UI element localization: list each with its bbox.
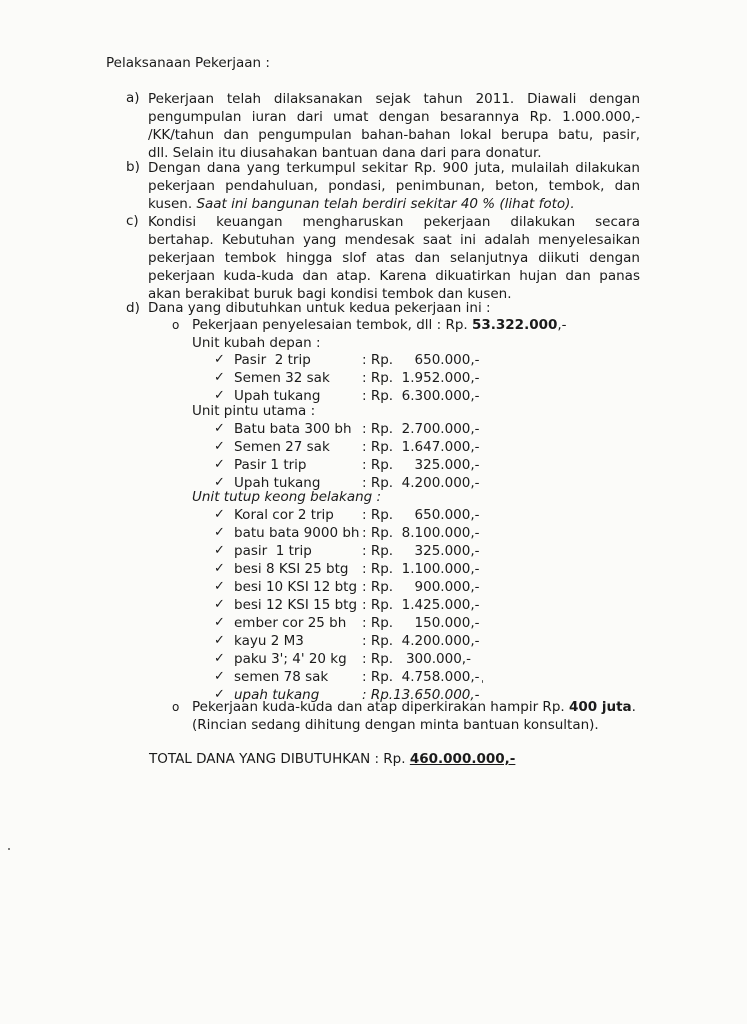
check-icon: ✓ [214, 525, 225, 540]
cost-item-price: : Rp. 6.300.000,- [362, 388, 480, 404]
sub1-suffix: ,- [557, 317, 567, 333]
total-label: TOTAL DANA YANG DIBUTUHKAN : Rp. [149, 751, 410, 767]
item-d-text: Dana yang dibutuhkan untuk kedua pekerjaan ini : [148, 300, 491, 316]
group-title-keong: Unit tutup keong belakang : [192, 489, 382, 505]
check-icon: ✓ [214, 475, 225, 490]
item-c-line-3: pekerjaan tembok hingga slof atas dan selanjutnya diikuti dengan [148, 250, 640, 266]
total-amount: 460.000.000,- [409, 751, 516, 767]
check-icon: ✓ [214, 388, 225, 403]
check-icon: ✓ [214, 507, 225, 522]
sub1-label: Pekerjaan penyelesaian tembok, dll : Rp. [192, 317, 472, 333]
cost-item-name: besi 8 KSI 25 btg [234, 561, 349, 577]
cost-item-name: Upah tukang [234, 475, 321, 491]
item-a-line-2: pengumpulan iuran dari umat dengan besarannya Rp. 1.000.000,- [148, 109, 640, 125]
sub2-amount: 400 juta [568, 699, 632, 715]
item-b-label: b) [126, 159, 140, 175]
item-a-line-4: dll. Selain itu diusahakan bantuan dana dari para donatur. [148, 145, 542, 161]
cost-item-price: : Rp. 1.425.000,- [362, 597, 480, 613]
cost-item-name: Upah tukang [234, 388, 321, 404]
cost-item-price: : Rp. 4.758.000,- [362, 669, 480, 685]
item-c-line-4: pekerjaan kuda-kuda dan atap. Karena dikuatirkan hujan dan panas [148, 268, 640, 284]
check-icon: ✓ [214, 597, 225, 612]
check-icon: ✓ [214, 543, 225, 558]
cost-item-price: : Rp. 1.952.000,- [362, 370, 480, 386]
cost-item-price: : Rp. 650.000,- [362, 507, 480, 523]
item-a-line-1: Pekerjaan telah dilaksanakan sejak tahun 2011. Diawali dengan [148, 91, 640, 107]
sub2-suffix: . [631, 699, 636, 715]
cost-item-price: : Rp.13.650.000,- [362, 687, 480, 703]
sub2-bullet: o [172, 700, 180, 714]
item-b-line-3-normal: kusen. [148, 196, 193, 212]
cost-item-price: : Rp. 300.000,- [362, 651, 471, 667]
check-icon: ✓ [214, 687, 225, 702]
cost-item-price: : Rp. 150.000,- [362, 615, 480, 631]
check-icon: ✓ [214, 421, 225, 436]
sub2-label: Pekerjaan kuda-kuda dan atap diperkirakan hampir Rp. [192, 699, 569, 715]
check-icon: ✓ [214, 669, 225, 684]
cost-item-name: semen 78 sak [234, 669, 329, 685]
cost-item-name: besi 10 KSI 12 btg [234, 579, 358, 595]
check-icon: ✓ [214, 352, 225, 367]
group-title-pintu: Unit pintu utama : [192, 403, 316, 419]
item-b-line-3-italic: Saat ini bangunan telah berdiri sekitar 40 % (lihat foto). [192, 196, 575, 212]
item-b-text [148, 159, 640, 213]
cost-item-price: : Rp. 1.647.000,- [362, 439, 480, 455]
check-icon: ✓ [214, 439, 225, 454]
item-b-line-1: Dengan dana yang terkumpul sekitar Rp. 900 juta, mulailah dilakukan [148, 160, 640, 176]
cost-item-price: : Rp. 325.000,- [362, 457, 480, 473]
item-d-label: d) [126, 300, 140, 316]
cost-item-price: : Rp. 4.200.000,- [362, 475, 480, 491]
cost-item-price: : Rp. 1.100.000,- [362, 561, 480, 577]
cost-item-name: Pasir 2 trip [234, 352, 311, 368]
scan-speck [8, 848, 10, 850]
item-c-line-1: Kondisi keuangan mengharuskan pekerjaan dilakukan secara [148, 214, 640, 230]
item-b-line-3 [148, 195, 640, 213]
sub1-text [192, 317, 567, 333]
item-c-line-2: bertahap. Kebutuhan yang mendesak saat ini adalah menyelesaikan [148, 232, 640, 248]
cost-item-price: : Rp. 2.700.000,- [362, 421, 480, 437]
group-title-kubah: Unit kubah depan : [192, 335, 321, 351]
check-icon: ✓ [214, 457, 225, 472]
cost-item-price: : Rp. 8.100.000,- [362, 525, 480, 541]
check-icon: ✓ [214, 579, 225, 594]
check-icon: ✓ [214, 370, 225, 385]
cost-item-name: batu bata 9000 bh [234, 525, 360, 541]
item-a-line-3: /KK/tahun dan pengumpulan bahan-bahan lokal berupa batu, pasir, [148, 127, 640, 143]
cost-item-name: Batu bata 300 bh [234, 421, 352, 437]
check-icon: ✓ [214, 651, 225, 666]
check-icon: ✓ [214, 561, 225, 576]
item-a-label: a) [126, 90, 140, 106]
cost-item-price: : Rp. 4.200.000,- [362, 633, 480, 649]
check-icon: ✓ [214, 633, 225, 648]
cost-item-name: ember cor 25 bh [234, 615, 347, 631]
cost-item-price: : Rp. 325.000,- [362, 543, 480, 559]
cost-item-name: besi 12 KSI 15 btg [234, 597, 358, 613]
cost-item-name: upah tukang [234, 687, 320, 703]
cost-item-name: paku 3'; 4' 20 kg [234, 651, 347, 667]
sub1-bullet: o [172, 318, 180, 332]
check-icon: ✓ [214, 615, 225, 630]
scan-speck [482, 680, 483, 683]
cost-item-name: Pasir 1 trip [234, 457, 307, 473]
cost-item-name: Semen 32 sak [234, 370, 330, 386]
cost-item-name: Semen 27 sak [234, 439, 330, 455]
sub2-text [192, 699, 636, 715]
item-c-text [148, 213, 640, 303]
item-c-line-5: akan berakibat buruk bagi kondisi tembok dan kusen. [148, 286, 512, 302]
sub2-note: (Rincian sedang dihitung dengan minta bantuan konsultan). [192, 717, 599, 733]
cost-item-name: Koral cor 2 trip [234, 507, 334, 523]
sub1-amount: 53.322.000 [471, 317, 558, 333]
cost-item-name: pasir 1 trip [234, 543, 312, 559]
section-title: Pelaksanaan Pekerjaan : [106, 55, 270, 71]
cost-item-price: : Rp. 900.000,- [362, 579, 480, 595]
cost-item-name: kayu 2 M3 [234, 633, 304, 649]
item-c-label: c) [126, 213, 139, 229]
cost-item-price: : Rp. 650.000,- [362, 352, 480, 368]
item-b-line-2: pekerjaan pendahuluan, pondasi, penimbunan, beton, tembok, dan [148, 178, 640, 194]
total-line [149, 751, 515, 767]
item-a-text [148, 90, 640, 162]
